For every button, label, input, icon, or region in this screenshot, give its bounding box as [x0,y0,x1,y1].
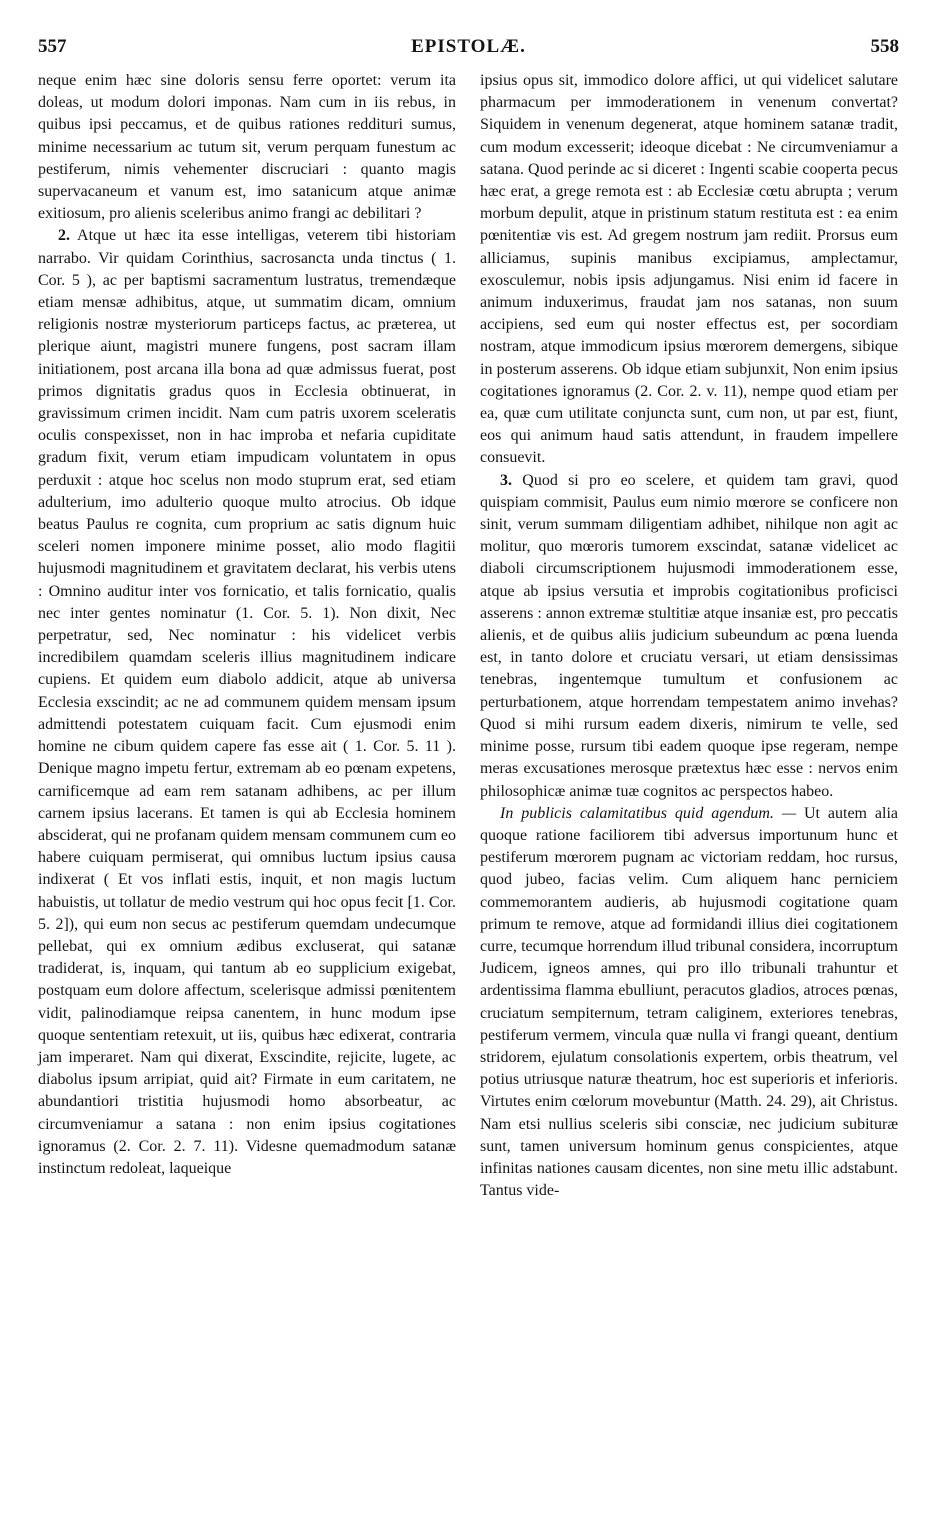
right-paragraph-1: ipsius opus sit, immodico dolore affici, ut qui videlicet salutare pharmacum per immoderationem in venenum convertat? Siquidem in venenum degenerat, atque hominem satanæ tradit, cum modum excesserit; ideoque dicebat : Ne circumveniamur a satana. Quod perinde ac si diceret : Ingenti scabie cooperta pecus hæc erat, a grege remota est : ab Ecclesiæ cœtu abrupta ; verum morbum depulit, atque in pristinum statum restituta est : ea enim pœnitentiæ vis est. Ad gregem nostrum jam rediit. Prorsus eum alliciamus, supinis manibus excipiamus, amplectamur, exosculemur, nobis ipsis adjungamus. Nisi enim id facere in animum induxerimus, fraudat jam nos satanas, non suum accipiens, sed eum qui noster effectus est, per socordiam nostram, atque immodicum ipsius mœrorem demergens, sibique in posterum asserens. Ob idque etiam subjunxit, Non enim ipsius cogitationes ignoramus (2. Cor. 2. v. 11), nempe quod etiam per ea, quæ cum utilitate conjuncta sunt, cum non, ut par est, fiunt, eos qui animum haud satis attendunt, in fraudem impellere consuevit. [480,72,898,467]
right-paragraph-2-text: Quod si pro eo scelere, et quidem tam gravi, quod quispiam commisit, Paulus eum nimio mœrore se conficere non sinit, verum summam diligentiam adhibet, nihilque non agit ac molitur, quo mœroris tumorem exscindat, satanæ videlicet ac diaboli circumscriptionem hujusmodi immoderationem esse, atque ab ipsius versutia et improbis cogitationibus proficisci asserens : annon extremæ stultitiæ atque insaniæ est, pro peccatis alienis, et de quibus aliis judicium subeundum ac pœna luenda est, in tanto dolore et cruciatu versari, ut etiam densissimas tenebras, ingentemque tumultum et confusionem ac perturbationem, atque horrendam tempestatem animo invehas? Quod si mihi rursum eadem dixeris, nimirum te velle, sed minime posse, rursum tibi eadem quoque ipse regeram, nempe meras excusationes merosque prætextus hæc esse : nervos enim philosophicæ animæ tuæ cognitos ac perspectos habeo. [480,471,899,800]
running-head [38,36,899,66]
left-page-number: 557 [38,36,67,57]
left-paragraph-1: neque enim hæc sine doloris sensu ferre oportet: verum ita doleas, ut modum dolori imponas. Nam cum in iis rebus, in quibus ipsi peccamus, et de quibus rationes reddituri sumus, minime necessarium ac tutum sit, verum perquam funestum ac pestiferum, nimis vehementer discruciari : quanto magis supervacaneum et vanum est, imo satanicum atque animæ exitiosum, pro alienis sceleribus animo frangi ac debilitari ? [38,72,456,223]
right-page-number: 558 [870,36,899,57]
section-number-3: 3. [500,471,512,489]
right-paragraph-3-text: Ut autem alia quoque ratione faciliorem tibi adversus importunum hunc et pestiferum mœrorem pugnam ac victoriam reddam, hoc rursus, quod jubeo, facias velim. Cum aliquem hanc perniciem commemorantem audieris, ab hujusmodi cogitatione quam primum te remove, atque ad formidandi illius diei cogitationem curre, tecumque horrendum illud tribunal considera, incorruptum Judicem, igneos amnes, qui pro illo tribunali trahuntur et ardentissima flamma ebulliunt, peracutos gladios, atroces pœnas, cruciatum sempiternum, tetram caliginem, exteriores tenebras, pestiferum vermem, vincula quæ nulla vi frangi queant, dentium stridorem, ejulatum consolationis expertem, orbis theatrum, vel potius utriusque naturæ theatrum, hoc est superioris et inferioris. Virtutes enim cœlorum movebuntur (Matth. 24. 29), ait Christus. Nam etsi nullius sceleris sibi consciæ, nec judicium subituræ sunt, tamen universum hominum genus conspicientes, atque infinitas nationes causam dicentes, non sine metu illic adstabunt. Tantus vide- [480,804,898,1200]
left-column [38,70,456,1180]
left-paragraph-2 [38,225,456,1180]
right-paragraph-3 [480,803,898,1203]
right-column [480,70,898,1202]
right-paragraph-2 [480,470,898,803]
left-paragraph-2-text: Atque ut hæc ita esse intelligas, veterem tibi historiam narrabo. Vir quidam Corinthius, sacrosancta unda tinctus ( 1. Cor. 5 ), ac per baptismi sacramentum lustratus, tremendæque etiam mensæ adhibitus, atque, ut summatim dicam, omnium religionis nostræ mysteriorum particeps factus, ac prætereа, ut plerique aiunt, magistri munere fungens, post sacram illam initiationem, post arcana illa bona ad quæ admissus fuerat, post primos dignitatis gradus quos in Ecclesia obtinuerat, in gravissimum crimen incidit. Nam cum patris uxorem sceleratis oculis conspexisset, non in hac improba et nefaria cupiditate gradum fixit, verum etiam impudicam voluntatem in opus perduxit : atque hoc scelus non modo stuprum erat, sed etiam adulterium, imo adulterio quoque multo atrocius. Ob idque beatus Paulus re cognita, cum proprium ac satis dignum huic sceleri nomen imponere minime posset, alio modo flagitii hujusmodi magnitudinem et gravitatem declarat, his verbis utens : Omnino auditur inter vos fornicatio, et talis fornicatio, qualis nec inter gentes nominatur (1. Cor. 5. 1). Non dixit, Nec perpetratur, sed, Nec nominatur : his videlicet verbis incredibilem quamdam sceleris illius magnitudinem indicare cupiens. Et quidem eum diabolo addicit, atque ab universa Ecclesia exscindit; ac ne ad communem quidem mensam ipsum admittendi potestatem cuiquam facit. Cum ejusmodi enim homine ne cibum quidem capere fas esse ait ( 1. Cor. 5. 11 ). Denique magno impetu fertur, extremam ab eo pœnam expetens, carnificemque ad eam rem satanam adhibens, ac per illum carnem ipsius lacerans. Et tamen is qui ab Ecclesia hominem absciderat, qui ne profanam quidem mensam communem cum eo habere cuiquam permiserat, qui omnibus luctum ipsius causa indixerat ( Et vos inflati estis, inquit, et non magis luctum habuistis, ut tollatur de medio vestrum qui hoc opus fecit [1. Cor. 5. 2]), qui eum non secus ac pestiferum quemdam undecumque pellebat, qui ex omnium ædibus excluserat, qui satanæ tradiderat, is, inquam, qui tantum ab eo supplicium exigebat, postquam eum dolore affectum, scelerisque admissi pœnitentem vidit, palinodiamque reipsa canentem, in hunc modum ipse quoque sententiam retexuit, ut iis, quibus hæc edixerat, contraria jam imperaret. Nam qui dixerat, Exscindite, rejicite, lugete, ac diabolus ipsum arripiat, quid ait? Firmate in eum caritatem, ne abundantiori tristitia hujusmodi homo absorbeatur, ac circumveniamur a satana : non enim ipsius cogitationes ignoramus (2. Cor. 2. 7. 11). Videsne quemadmodum satanæ instinctum redoleat, laqueique [38,227,457,1177]
running-title: EPISTOLÆ. [411,36,526,57]
section-subheading: In publicis calamitatibus quid agendum. — [500,804,797,822]
section-number-2: 2. [58,227,70,245]
